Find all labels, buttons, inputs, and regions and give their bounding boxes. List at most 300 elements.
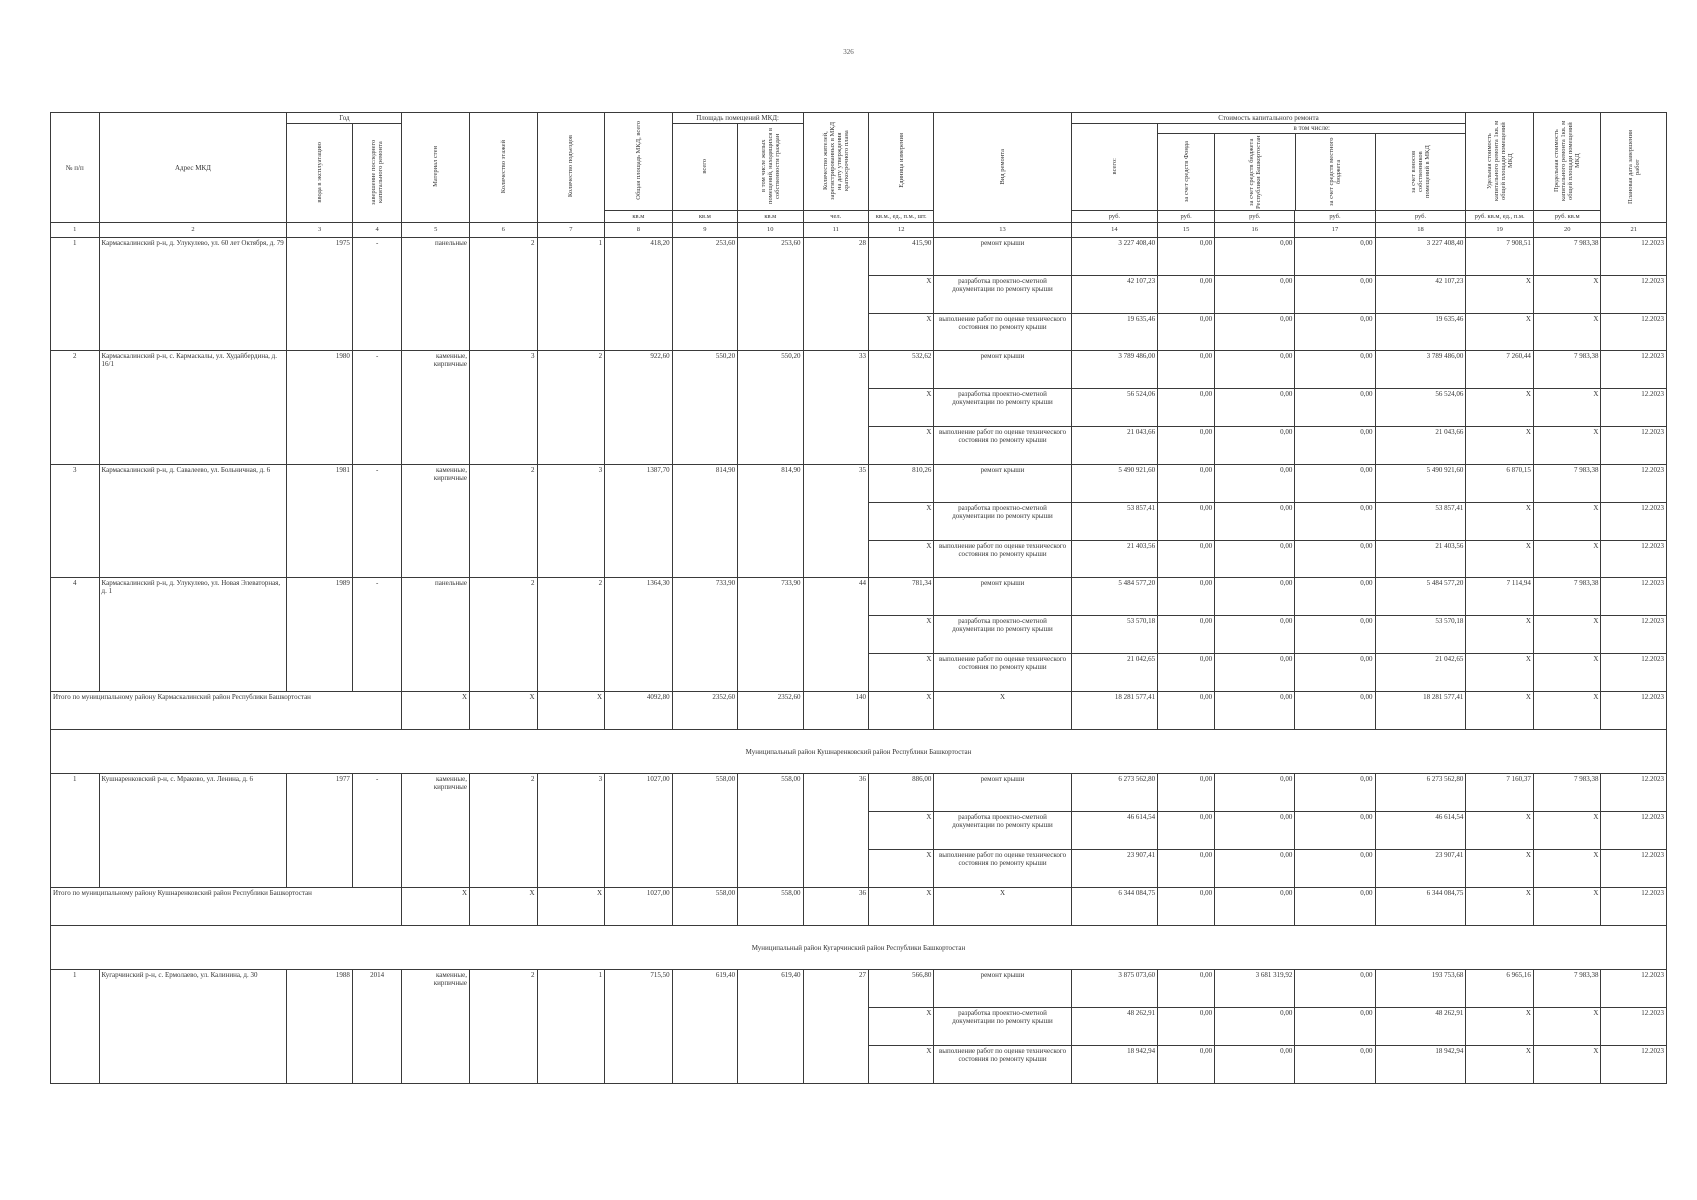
cost-republic: 0,00 — [1215, 578, 1295, 616]
cost-owners: 23 907,41 — [1375, 850, 1466, 888]
cost-fund: 0,00 — [1158, 313, 1215, 351]
total-label: Итого по муниципальному району Кармаскалинский район Республики Башкортостан — [51, 691, 402, 729]
unit-cost: X — [1466, 812, 1534, 850]
total-area: 1364,30 — [605, 578, 673, 691]
floors-count: 2 — [470, 464, 538, 577]
cost-republic: 0,00 — [1215, 1008, 1295, 1046]
cost-owners: 3 227 408,40 — [1375, 238, 1466, 276]
cost-owners: 5 484 577,20 — [1375, 578, 1466, 616]
plan-date: 12.2023 — [1601, 540, 1667, 578]
repair-type: выполнение работ по оценке технического состояния по ремонту крыши — [934, 850, 1071, 888]
year-last-repair: 2014 — [352, 970, 402, 1084]
col-number: 15 — [1158, 223, 1215, 238]
page-number: 326 — [843, 48, 854, 56]
floors-count: 3 — [470, 351, 538, 464]
unit-cost-local: руб. — [1295, 211, 1375, 223]
unit-cost: X — [1466, 850, 1534, 888]
total-area: 1027,00 — [605, 887, 673, 925]
work-quantity: 886,00 — [868, 774, 933, 812]
total-own: 18 281 577,41 — [1375, 691, 1466, 729]
work-quantity: X — [868, 275, 933, 313]
cost-local: 0,00 — [1295, 654, 1375, 692]
cost-republic: 0,00 — [1215, 238, 1295, 276]
residential-area: 253,60 — [738, 238, 803, 351]
total-area: 418,20 — [605, 238, 673, 351]
work-quantity: X — [868, 313, 933, 351]
section-title: Муниципальный район Кугарчинский район Республики Башкортостан — [51, 925, 1667, 970]
total-row — [51, 691, 1667, 729]
residential-area: 733,90 — [738, 578, 803, 691]
header-max-cost: Предельная стоимость капитального ремонта 1кв. м общей площади помещений МКД — [1533, 113, 1601, 211]
plan-date: 12.2023 — [1601, 464, 1667, 502]
col-number: 19 — [1466, 223, 1534, 238]
total-entrances: X — [537, 887, 605, 925]
total-area: 715,50 — [605, 970, 673, 1084]
max-cost: 7 983,38 — [1533, 464, 1601, 502]
total-unit: X — [1466, 691, 1534, 729]
cost-republic: 0,00 — [1215, 502, 1295, 540]
header-plan-date: Плановая дата завершения работ — [1601, 113, 1667, 223]
cost-fund: 0,00 — [1158, 654, 1215, 692]
total-res: 2352,60 — [738, 691, 803, 729]
cost-total: 42 107,23 — [1071, 275, 1158, 313]
repair-type: ремонт крыши — [934, 578, 1071, 616]
col-number: 21 — [1601, 223, 1667, 238]
cost-local: 0,00 — [1295, 351, 1375, 389]
unit-cost: 7 114,94 — [1466, 578, 1534, 616]
plan-date: 12.2023 — [1601, 313, 1667, 351]
cost-total: 23 907,41 — [1071, 850, 1158, 888]
repair-type: выполнение работ по оценке технического состояния по ремонту крыши — [934, 654, 1071, 692]
cost-total: 21 043,66 — [1071, 427, 1158, 465]
work-quantity: 532,62 — [868, 351, 933, 389]
header-year-last-repair: завершение последнего капитального ремонта — [352, 124, 402, 223]
cost-owners: 48 262,91 — [1375, 1008, 1466, 1046]
max-cost: X — [1533, 540, 1601, 578]
residential-area: 619,40 — [738, 970, 803, 1084]
cost-fund: 0,00 — [1158, 464, 1215, 502]
year-last-repair: - — [352, 238, 402, 351]
house-address: Кушнаренковский р-н, с. Мраково, ул. Ленина, д. 6 — [99, 774, 287, 887]
wall-material: панельные — [402, 238, 470, 351]
plan-date: 12.2023 — [1601, 351, 1667, 389]
entrances-count: 2 — [537, 351, 605, 464]
repair-type: разработка проектно-сметной документации по ремонту крыши — [934, 502, 1071, 540]
cost-owners: 56 524,06 — [1375, 389, 1466, 427]
col-number: 14 — [1071, 223, 1158, 238]
cost-local: 0,00 — [1295, 1008, 1375, 1046]
total-own: 6 344 084,75 — [1375, 887, 1466, 925]
entrances-count: 2 — [537, 578, 605, 691]
unit-cost-owners: руб. — [1375, 211, 1466, 223]
cost-owners: 3 789 486,00 — [1375, 351, 1466, 389]
plan-date: 12.2023 — [1601, 850, 1667, 888]
total-rep: 0,00 — [1215, 691, 1295, 729]
header-wall-material: Материал стен — [402, 113, 470, 223]
total-people: 140 — [803, 691, 868, 729]
cost-owners: 53 570,18 — [1375, 616, 1466, 654]
cost-local: 0,00 — [1295, 616, 1375, 654]
work-quantity: X — [868, 540, 933, 578]
unit-cost: X — [1466, 1008, 1534, 1046]
repair-type: разработка проектно-сметной документации по ремонту крыши — [934, 275, 1071, 313]
residents-count: 36 — [803, 774, 868, 887]
header-cost-republic: за счет средств бюджета Республики Башкортостан — [1248, 135, 1263, 209]
residents-count: 35 — [803, 464, 868, 577]
cost-local: 0,00 — [1295, 313, 1375, 351]
total-material: X — [402, 691, 470, 729]
premises-area: 733,90 — [672, 578, 737, 691]
max-cost: X — [1533, 1008, 1601, 1046]
cost-fund: 0,00 — [1158, 578, 1215, 616]
header-residents: Количество жителей, зарегистрированных в МКД на дату утверждения краткосрочного плана — [803, 113, 868, 211]
total-date: 12.2023 — [1601, 887, 1667, 925]
cost-local: 0,00 — [1295, 502, 1375, 540]
total-people: 36 — [803, 887, 868, 925]
residents-count: 27 — [803, 970, 868, 1084]
total-max: X — [1533, 691, 1601, 729]
year-last-repair: - — [352, 774, 402, 887]
house-number: 3 — [51, 464, 100, 577]
premises-area: 814,90 — [672, 464, 737, 577]
total-material: X — [402, 887, 470, 925]
cost-owners: 5 490 921,60 — [1375, 464, 1466, 502]
total-floors: X — [470, 887, 538, 925]
repair-type: разработка проектно-сметной документации по ремонту крыши — [934, 812, 1071, 850]
header-premises-group: Площадь помещений МКД: — [672, 113, 803, 124]
header-cost-owners: за счет взносов собственников помещений в МКД — [1410, 145, 1432, 199]
plan-date: 12.2023 — [1601, 389, 1667, 427]
unit-people: чел. — [803, 211, 868, 223]
work-quantity: X — [868, 427, 933, 465]
section-row — [51, 925, 1667, 970]
plan-date: 12.2023 — [1601, 238, 1667, 276]
year-commission: 1989 — [287, 578, 352, 691]
unit-cost: X — [1466, 502, 1534, 540]
col-number: 2 — [99, 223, 287, 238]
unit-cost-fund: руб. — [1158, 211, 1215, 223]
col-number: 17 — [1295, 223, 1375, 238]
unit-cost: 7 160,37 — [1466, 774, 1534, 812]
total-work: X — [934, 691, 1071, 729]
total-area: 1387,70 — [605, 464, 673, 577]
wall-material: панельные — [402, 578, 470, 691]
total-loc: 0,00 — [1295, 691, 1375, 729]
table-row — [51, 238, 1667, 276]
header-cost-fund: за счет средств Фонда — [1182, 141, 1190, 203]
cost-republic: 0,00 — [1215, 275, 1295, 313]
work-quantity: 415,90 — [868, 238, 933, 276]
plan-date: 12.2023 — [1601, 578, 1667, 616]
cost-total: 48 262,91 — [1071, 1008, 1158, 1046]
cost-total: 3 789 486,00 — [1071, 351, 1158, 389]
floors-count: 2 — [470, 774, 538, 887]
work-quantity: X — [868, 502, 933, 540]
cost-total: 21 403,56 — [1071, 540, 1158, 578]
cost-fund: 0,00 — [1158, 238, 1215, 276]
table-row — [51, 970, 1667, 1008]
unit-premises: кв.м — [672, 211, 737, 223]
col-number: 10 — [738, 223, 803, 238]
table-row — [51, 578, 1667, 616]
repair-type: ремонт крыши — [934, 351, 1071, 389]
residents-count: 33 — [803, 351, 868, 464]
total-qty: X — [868, 691, 933, 729]
residential-area: 814,90 — [738, 464, 803, 577]
header-repair-type: Вид ремонта — [934, 113, 1071, 223]
unit-max-cost: руб. кв.м — [1533, 211, 1601, 223]
table-row — [51, 351, 1667, 389]
house-number: 1 — [51, 774, 100, 887]
unit-cost: X — [1466, 616, 1534, 654]
cost-owners: 53 857,41 — [1375, 502, 1466, 540]
work-quantity: X — [868, 389, 933, 427]
entrances-count: 3 — [537, 464, 605, 577]
header-premises-residential: в том числе жилых помещений, находящихся в собственности граждан — [738, 124, 803, 211]
total-entrances: X — [537, 691, 605, 729]
residential-area: 558,00 — [738, 774, 803, 887]
unit-cost: 7 908,51 — [1466, 238, 1534, 276]
total-qty: X — [868, 887, 933, 925]
cost-total: 3 227 408,40 — [1071, 238, 1158, 276]
cost-fund: 0,00 — [1158, 850, 1215, 888]
total-area: 922,60 — [605, 351, 673, 464]
entrances-count: 1 — [537, 970, 605, 1084]
cost-republic: 0,00 — [1215, 812, 1295, 850]
residents-count: 28 — [803, 238, 868, 351]
house-number: 2 — [51, 351, 100, 464]
cost-fund: 0,00 — [1158, 774, 1215, 812]
repair-type: разработка проектно-сметной документации по ремонту крыши — [934, 1008, 1071, 1046]
house-address: Кугарчинский р-н, с. Ермолаево, ул. Калинина, д. 30 — [99, 970, 287, 1084]
wall-material: каменные, кирпичные — [402, 970, 470, 1084]
cost-local: 0,00 — [1295, 238, 1375, 276]
col-number: 7 — [537, 223, 605, 238]
table-body — [51, 238, 1667, 1084]
total-unit: X — [1466, 887, 1534, 925]
residential-area: 550,20 — [738, 351, 803, 464]
max-cost: X — [1533, 313, 1601, 351]
max-cost: X — [1533, 275, 1601, 313]
cost-local: 0,00 — [1295, 812, 1375, 850]
total-fund: 0,00 — [1158, 887, 1215, 925]
max-cost: 7 983,38 — [1533, 774, 1601, 812]
total-date: 12.2023 — [1601, 691, 1667, 729]
header-row-group — [51, 113, 1667, 124]
section-row — [51, 729, 1667, 774]
col-number: 9 — [672, 223, 737, 238]
premises-area: 558,00 — [672, 774, 737, 887]
plan-date: 12.2023 — [1601, 654, 1667, 692]
total-max: X — [1533, 887, 1601, 925]
unit-cost: X — [1466, 540, 1534, 578]
unit-cost: 6 870,15 — [1466, 464, 1534, 502]
year-commission: 1975 — [287, 238, 352, 351]
col-number: 18 — [1375, 223, 1466, 238]
cost-republic: 0,00 — [1215, 1046, 1295, 1084]
header-year-commission: ввода в эксплуатацию — [287, 124, 352, 223]
header-cost-incl: в том числе: за счет средств Фонда за счет средств бюджета Республики Башкортостан за счет средств местного бюджета за счет взносов собственников помещений в МКД — [1158, 124, 1466, 211]
header-unit-measure: Единица измерения — [868, 113, 933, 211]
cost-owners: 19 635,46 — [1375, 313, 1466, 351]
col-number: 1 — [51, 223, 100, 238]
year-commission: 1981 — [287, 464, 352, 577]
cost-fund: 0,00 — [1158, 1008, 1215, 1046]
cost-republic: 0,00 — [1215, 654, 1295, 692]
house-number: 1 — [51, 238, 100, 351]
wall-material: каменные, кирпичные — [402, 351, 470, 464]
max-cost: 7 983,38 — [1533, 578, 1601, 616]
plan-date: 12.2023 — [1601, 616, 1667, 654]
plan-date: 12.2023 — [1601, 502, 1667, 540]
work-quantity: X — [868, 1008, 933, 1046]
cost-fund: 0,00 — [1158, 351, 1215, 389]
work-quantity: X — [868, 616, 933, 654]
col-number: 6 — [470, 223, 538, 238]
cost-total: 18 942,94 — [1071, 1046, 1158, 1084]
cost-owners: 21 403,56 — [1375, 540, 1466, 578]
year-commission: 1988 — [287, 970, 352, 1084]
plan-date: 12.2023 — [1601, 275, 1667, 313]
cost-republic: 0,00 — [1215, 427, 1295, 465]
cost-total: 46 614,54 — [1071, 812, 1158, 850]
work-quantity: X — [868, 850, 933, 888]
col-number: 11 — [803, 223, 868, 238]
cost-local: 0,00 — [1295, 850, 1375, 888]
cost-republic: 0,00 — [1215, 464, 1295, 502]
cost-owners: 46 614,54 — [1375, 812, 1466, 850]
table-row — [51, 774, 1667, 812]
total-total: 6 344 084,75 — [1071, 887, 1158, 925]
cost-local: 0,00 — [1295, 540, 1375, 578]
repair-type: выполнение работ по оценке технического состояния по ремонту крыши — [934, 1046, 1071, 1084]
cost-owners: 21 042,65 — [1375, 654, 1466, 692]
repair-type: ремонт крыши — [934, 970, 1071, 1008]
header-no: № п/п — [51, 113, 100, 223]
total-res: 558,00 — [738, 887, 803, 925]
max-cost: X — [1533, 502, 1601, 540]
cost-owners: 21 043,66 — [1375, 427, 1466, 465]
unit-cost: X — [1466, 275, 1534, 313]
total-total: 18 281 577,41 — [1071, 691, 1158, 729]
header-year-group: Год — [287, 113, 402, 124]
max-cost: X — [1533, 427, 1601, 465]
unit-measure: кв.м., ед., п.м., шт. — [868, 211, 933, 223]
cost-local: 0,00 — [1295, 389, 1375, 427]
header-unit-cost: Удельная стоимость капитального ремонта 1кв. м общей площади помещений МКД — [1466, 113, 1534, 211]
total-loc: 0,00 — [1295, 887, 1375, 925]
cost-fund: 0,00 — [1158, 427, 1215, 465]
year-last-repair: - — [352, 464, 402, 577]
year-commission: 1977 — [287, 774, 352, 887]
cost-total: 21 042,65 — [1071, 654, 1158, 692]
cost-local: 0,00 — [1295, 427, 1375, 465]
header-address: Адрес МКД — [99, 113, 287, 223]
unit-cost: X — [1466, 427, 1534, 465]
unit-cost: X — [1466, 1046, 1534, 1084]
max-cost: X — [1533, 654, 1601, 692]
total-floors: X — [470, 691, 538, 729]
work-quantity: 566,80 — [868, 970, 933, 1008]
unit-area: кв.м — [605, 211, 673, 223]
floors-count: 2 — [470, 578, 538, 691]
cost-owners: 193 753,68 — [1375, 970, 1466, 1008]
cost-fund: 0,00 — [1158, 275, 1215, 313]
col-number: 13 — [934, 223, 1071, 238]
repair-type: разработка проектно-сметной документации по ремонту крыши — [934, 616, 1071, 654]
total-fund: 0,00 — [1158, 691, 1215, 729]
entrances-count: 3 — [537, 774, 605, 887]
header-total-area: Общая площадь МКД, всего — [605, 113, 673, 211]
cost-total: 5 490 921,60 — [1071, 464, 1158, 502]
section-title: Муниципальный район Кушнаренковский район Республики Башкортостан — [51, 729, 1667, 774]
max-cost: X — [1533, 389, 1601, 427]
total-work: X — [934, 887, 1071, 925]
max-cost: X — [1533, 1046, 1601, 1084]
cost-local: 0,00 — [1295, 1046, 1375, 1084]
work-quantity: 781,34 — [868, 578, 933, 616]
cost-republic: 0,00 — [1215, 850, 1295, 888]
repair-type: ремонт крыши — [934, 464, 1071, 502]
house-address: Кармаскалинский р-н, д. Улукулево, ул. 60 лет Октября, д. 79 — [99, 238, 287, 351]
header-row-numbers — [51, 223, 1667, 238]
cost-fund: 0,00 — [1158, 502, 1215, 540]
col-number: 3 — [287, 223, 352, 238]
total-area: 1027,00 — [605, 774, 673, 887]
cost-local: 0,00 — [1295, 464, 1375, 502]
premises-area: 550,20 — [672, 351, 737, 464]
max-cost: X — [1533, 850, 1601, 888]
total-label: Итого по муниципальному району Кушнаренковский район Республики Башкортостан — [51, 887, 402, 925]
year-last-repair: - — [352, 578, 402, 691]
col-number: 12 — [868, 223, 933, 238]
wall-material: каменные, кирпичные — [402, 464, 470, 577]
floors-count: 2 — [470, 238, 538, 351]
plan-date: 12.2023 — [1601, 970, 1667, 1008]
repair-type: ремонт крыши — [934, 238, 1071, 276]
cost-fund: 0,00 — [1158, 970, 1215, 1008]
unit-cost: X — [1466, 389, 1534, 427]
total-rep: 0,00 — [1215, 887, 1295, 925]
col-number: 4 — [352, 223, 402, 238]
repair-type: выполнение работ по оценке технического состояния по ремонту крыши — [934, 540, 1071, 578]
header-cost-local: за счет средств местного бюджета — [1328, 137, 1343, 207]
cost-republic: 0,00 — [1215, 540, 1295, 578]
wall-material: каменные, кирпичные — [402, 774, 470, 887]
entrances-count: 1 — [537, 238, 605, 351]
cost-owners: 42 107,23 — [1375, 275, 1466, 313]
premises-area: 253,60 — [672, 238, 737, 351]
repair-type: выполнение работ по оценке технического состояния по ремонту крыши — [934, 313, 1071, 351]
total-area: 4092,80 — [605, 691, 673, 729]
cost-republic: 0,00 — [1215, 389, 1295, 427]
work-quantity: X — [868, 654, 933, 692]
cost-local: 0,00 — [1295, 970, 1375, 1008]
unit-cost: 7 260,44 — [1466, 351, 1534, 389]
work-quantity: 810,26 — [868, 464, 933, 502]
cost-local: 0,00 — [1295, 578, 1375, 616]
total-prem: 558,00 — [672, 887, 737, 925]
cost-total: 19 635,46 — [1071, 313, 1158, 351]
max-cost: X — [1533, 812, 1601, 850]
header-premises-total: всего — [672, 124, 737, 211]
cost-fund: 0,00 — [1158, 812, 1215, 850]
max-cost: 7 983,38 — [1533, 238, 1601, 276]
house-number: 1 — [51, 970, 100, 1084]
plan-date: 12.2023 — [1601, 812, 1667, 850]
cost-fund: 0,00 — [1158, 616, 1215, 654]
unit-cost-total: руб. — [1071, 211, 1158, 223]
